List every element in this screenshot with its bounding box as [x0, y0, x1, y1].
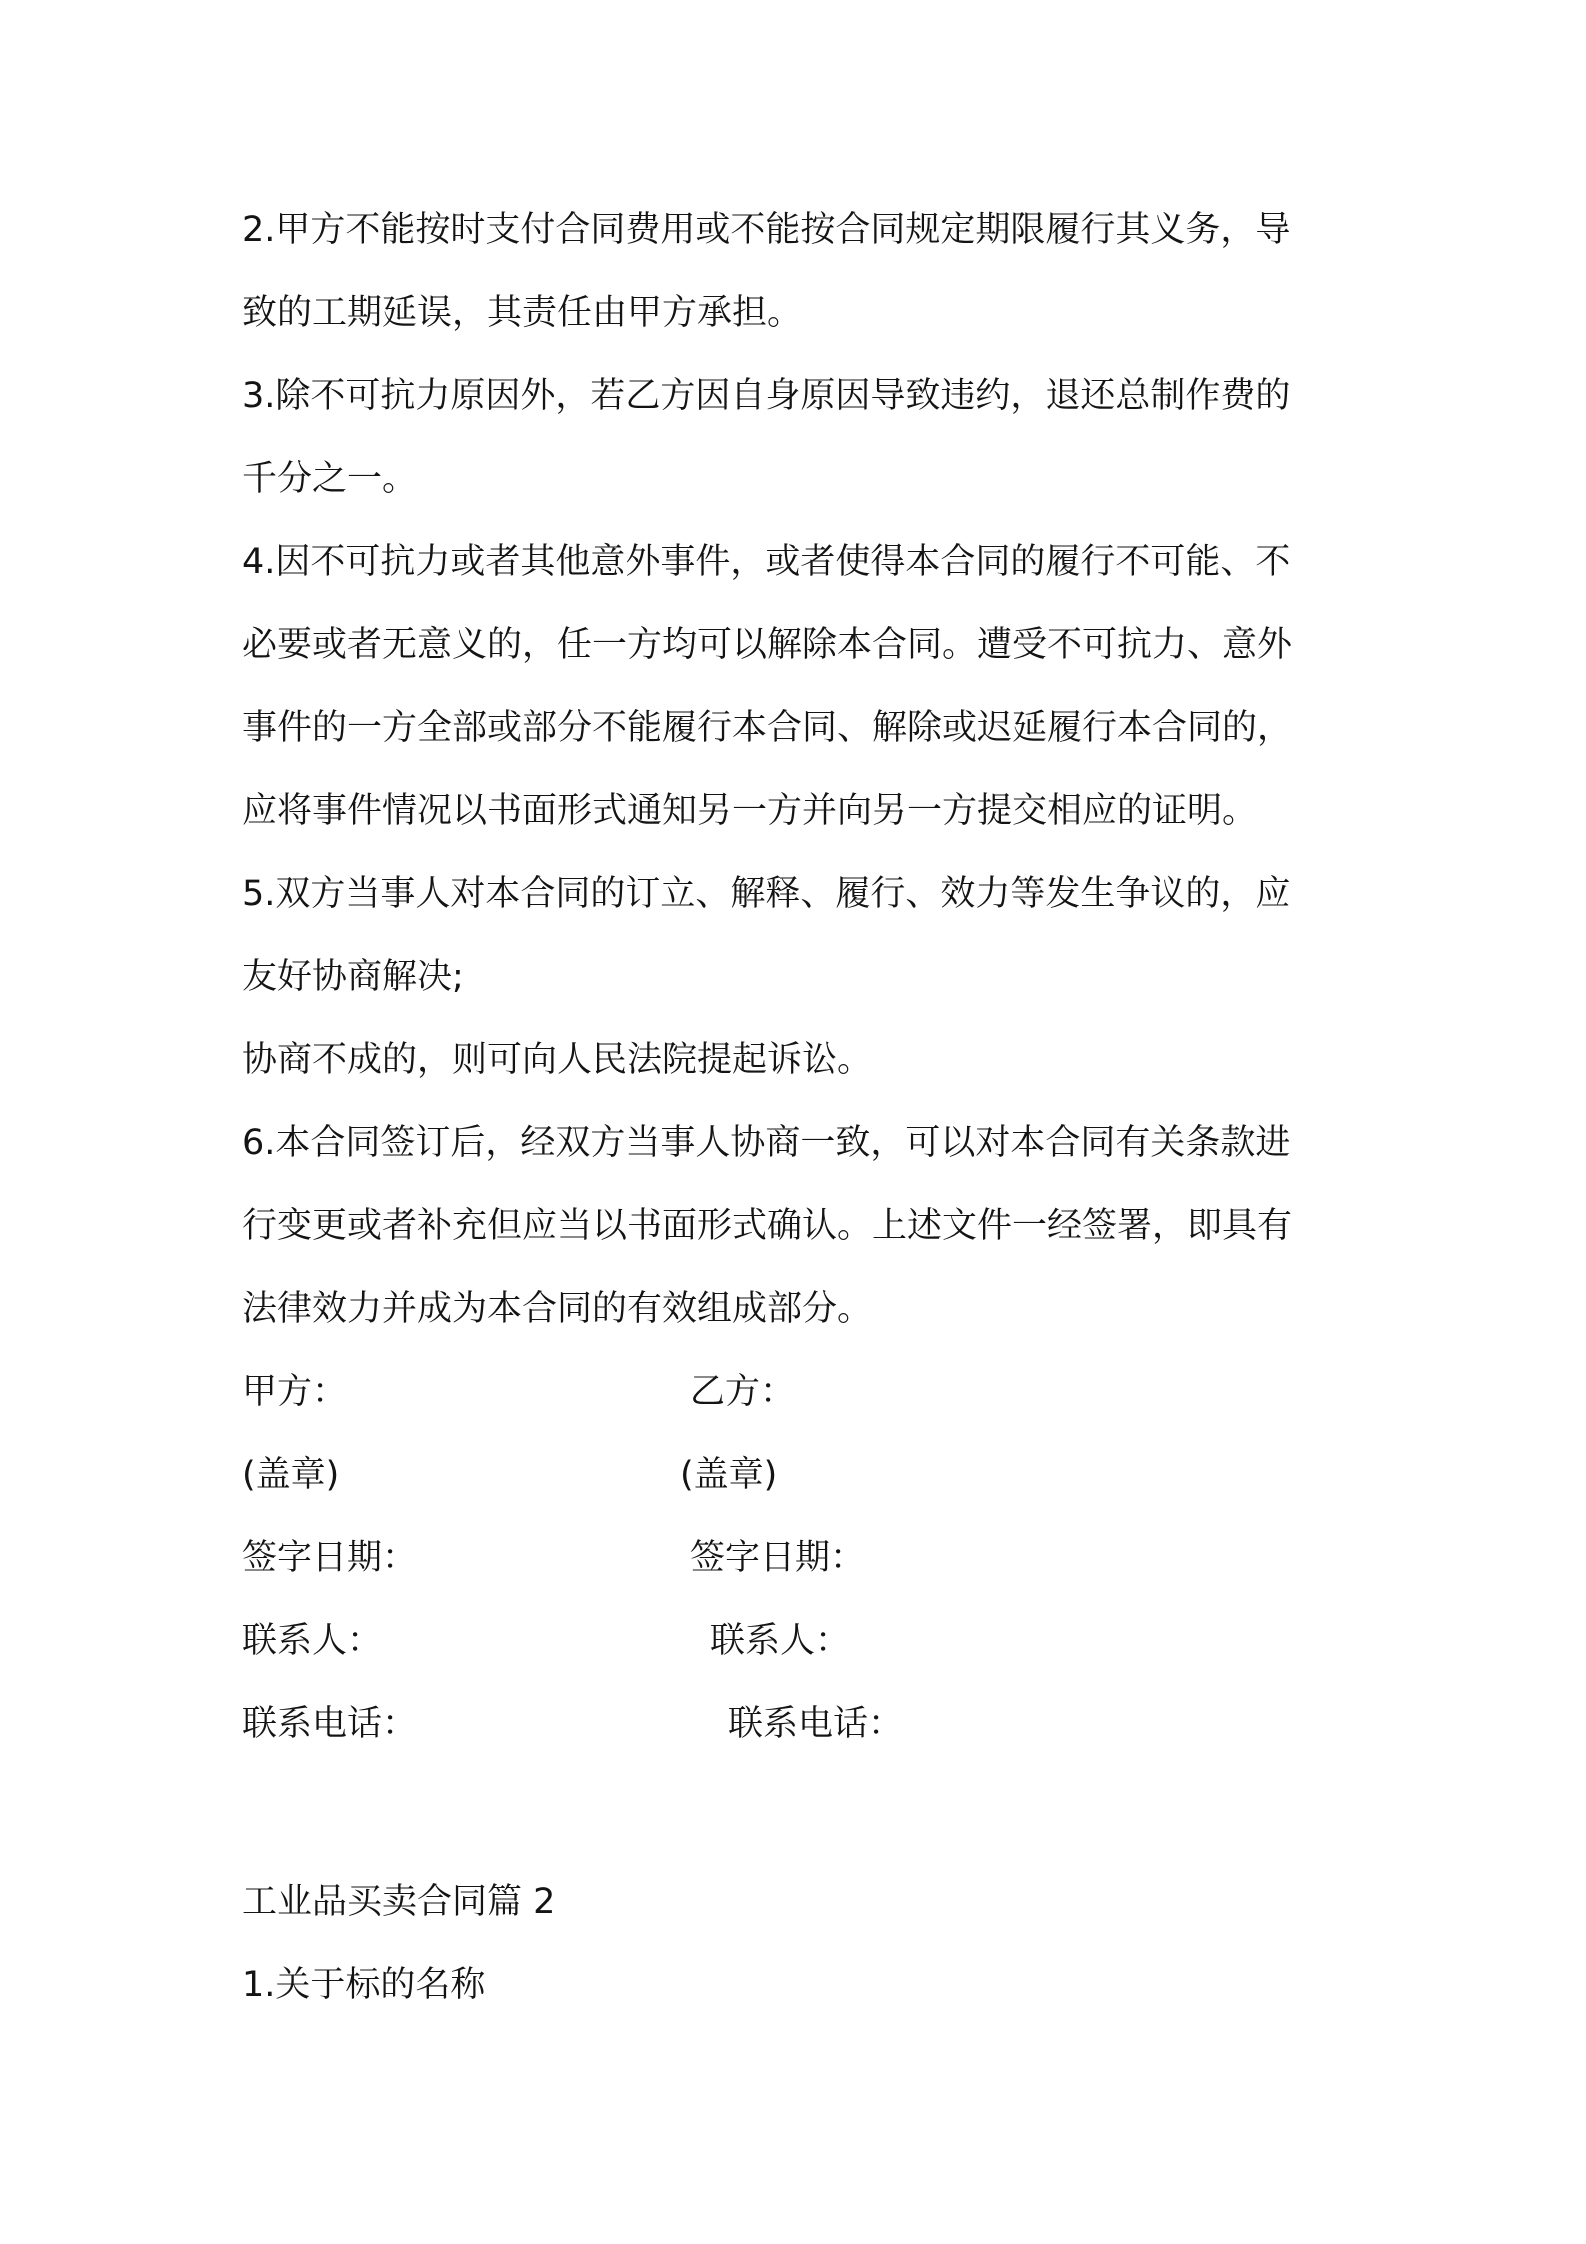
paragraph-line: 友好协商解决; [242, 957, 464, 997]
paragraph-line: 3.除不可抗力原因外，若乙方因自身原因导致违约，退还总制作费的 [242, 376, 1291, 416]
party-a-contact: 联系人： [242, 1621, 383, 1661]
party-a-seal: (盖章) [242, 1455, 340, 1495]
paragraph-line: 应将事件情况以书面形式通知另一方并向另一方提交相应的证明。 [242, 791, 1258, 831]
paragraph-line: 事件的一方全部或部分不能履行本合同、解除或迟延履行本合同的， [242, 708, 1293, 748]
party-a-label: 甲方： [242, 1372, 348, 1412]
party-a-phone: 联系电话： [242, 1704, 418, 1744]
section-item: 1.关于标的名称 [242, 1965, 486, 2005]
paragraph-line: 协商不成的，则可向人民法院提起诉讼。 [242, 1040, 873, 1080]
party-b-contact: 联系人： [710, 1621, 851, 1661]
paragraph-line: 千分之一。 [242, 459, 418, 499]
paragraph-line: 致的工期延误，其责任由甲方承担。 [242, 293, 803, 333]
paragraph-line: 必要或者无意义的，任一方均可以解除本合同。遭受不可抗力、意外 [242, 625, 1293, 665]
party-a-sign-date: 签字日期： [242, 1538, 418, 1578]
section-title: 工业品买卖合同篇 2 [242, 1882, 556, 1922]
party-b-label: 乙方： [690, 1372, 796, 1412]
paragraph-line: 2.甲方不能按时支付合同费用或不能按合同规定期限履行其义务，导 [242, 210, 1291, 250]
paragraph-line: 6.本合同签订后，经双方当事人协商一致，可以对本合同有关条款进 [242, 1123, 1291, 1163]
paragraph-line: 行变更或者补充但应当以书面形式确认。上述文件一经签署，即具有 [242, 1206, 1293, 1246]
paragraph-line: 5.双方当事人对本合同的订立、解释、履行、效力等发生争议的，应 [242, 874, 1291, 914]
party-b-phone: 联系电话： [728, 1704, 904, 1744]
paragraph-line: 法律效力并成为本合同的有效组成部分。 [242, 1289, 873, 1329]
party-b-sign-date: 签字日期： [690, 1538, 866, 1578]
party-b-seal: (盖章) [680, 1455, 778, 1495]
paragraph-line: 4.因不可抗力或者其他意外事件，或者使得本合同的履行不可能、不 [242, 542, 1291, 582]
